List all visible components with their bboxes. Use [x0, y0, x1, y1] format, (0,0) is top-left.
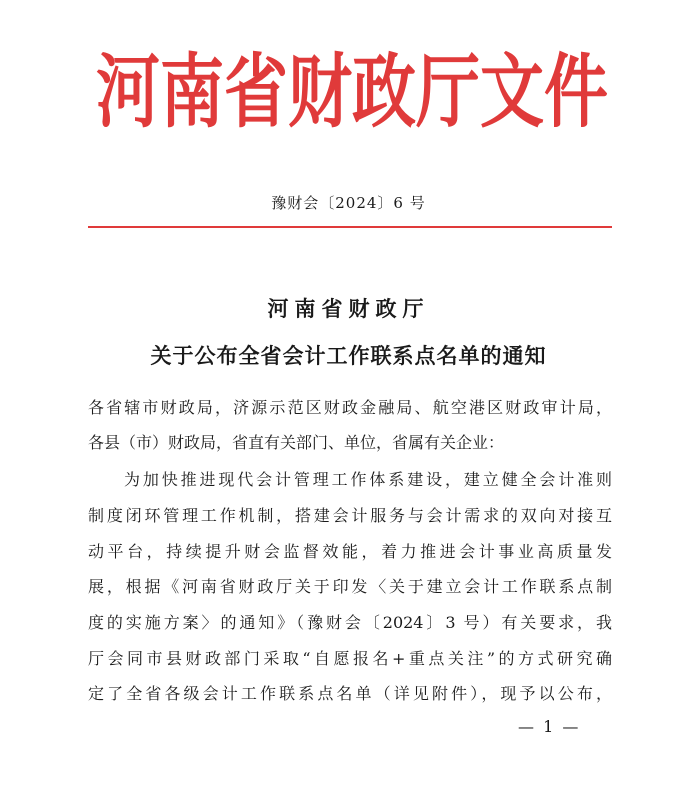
document-number: 豫财会〔2024〕6 号 — [271, 194, 426, 212]
document-title: 关于公布全省会计工作联系点名单的通知 — [150, 343, 547, 368]
masthead-char: 南 — [160, 46, 224, 140]
masthead-char: 文 — [480, 46, 544, 140]
paragraph-line: 度的实施方案〉的通知》（豫财会〔2024〕3 号）有关要求，我 — [88, 613, 612, 632]
masthead-char: 政 — [352, 46, 416, 140]
masthead-char: 件 — [544, 46, 608, 140]
masthead — [96, 37, 608, 150]
paragraph-line: 展，根据《河南省财政厅关于印发〈关于建立会计工作联系点制 — [88, 577, 612, 596]
issuer-name: 河南省财政厅 — [267, 296, 430, 321]
masthead-char: 河 — [96, 46, 160, 140]
red-divider-line — [88, 226, 612, 228]
paragraph-line: 为加快推进现代会计管理工作体系建设，建立健全会计准则 — [124, 470, 612, 489]
paragraph-line: 动平台，持续提升财会监督效能，着力推进会计事业高质量发 — [88, 542, 612, 561]
masthead-char: 厅 — [416, 46, 480, 140]
addressee-line: 各省辖市财政局，济源示范区财政金融局、航空港区财政审计局， — [88, 398, 612, 417]
masthead-char: 省 — [224, 46, 288, 140]
paragraph-line: 定了全省各级会计工作联系点名单（详见附件），现予以公布， — [88, 684, 612, 703]
paragraph-line: 厅会同市县财政部门采取“自愿报名+重点关注”的方式研究确 — [88, 649, 612, 668]
page-number: — 1 — — [518, 717, 581, 736]
addressee-line: 各县（市）财政局，省直有关部门、单位，省属有关企业： — [88, 433, 505, 452]
masthead-char: 财 — [288, 46, 352, 140]
paragraph-line: 制度闭环管理工作机制，搭建会计服务与会计需求的双向对接互 — [88, 506, 612, 525]
